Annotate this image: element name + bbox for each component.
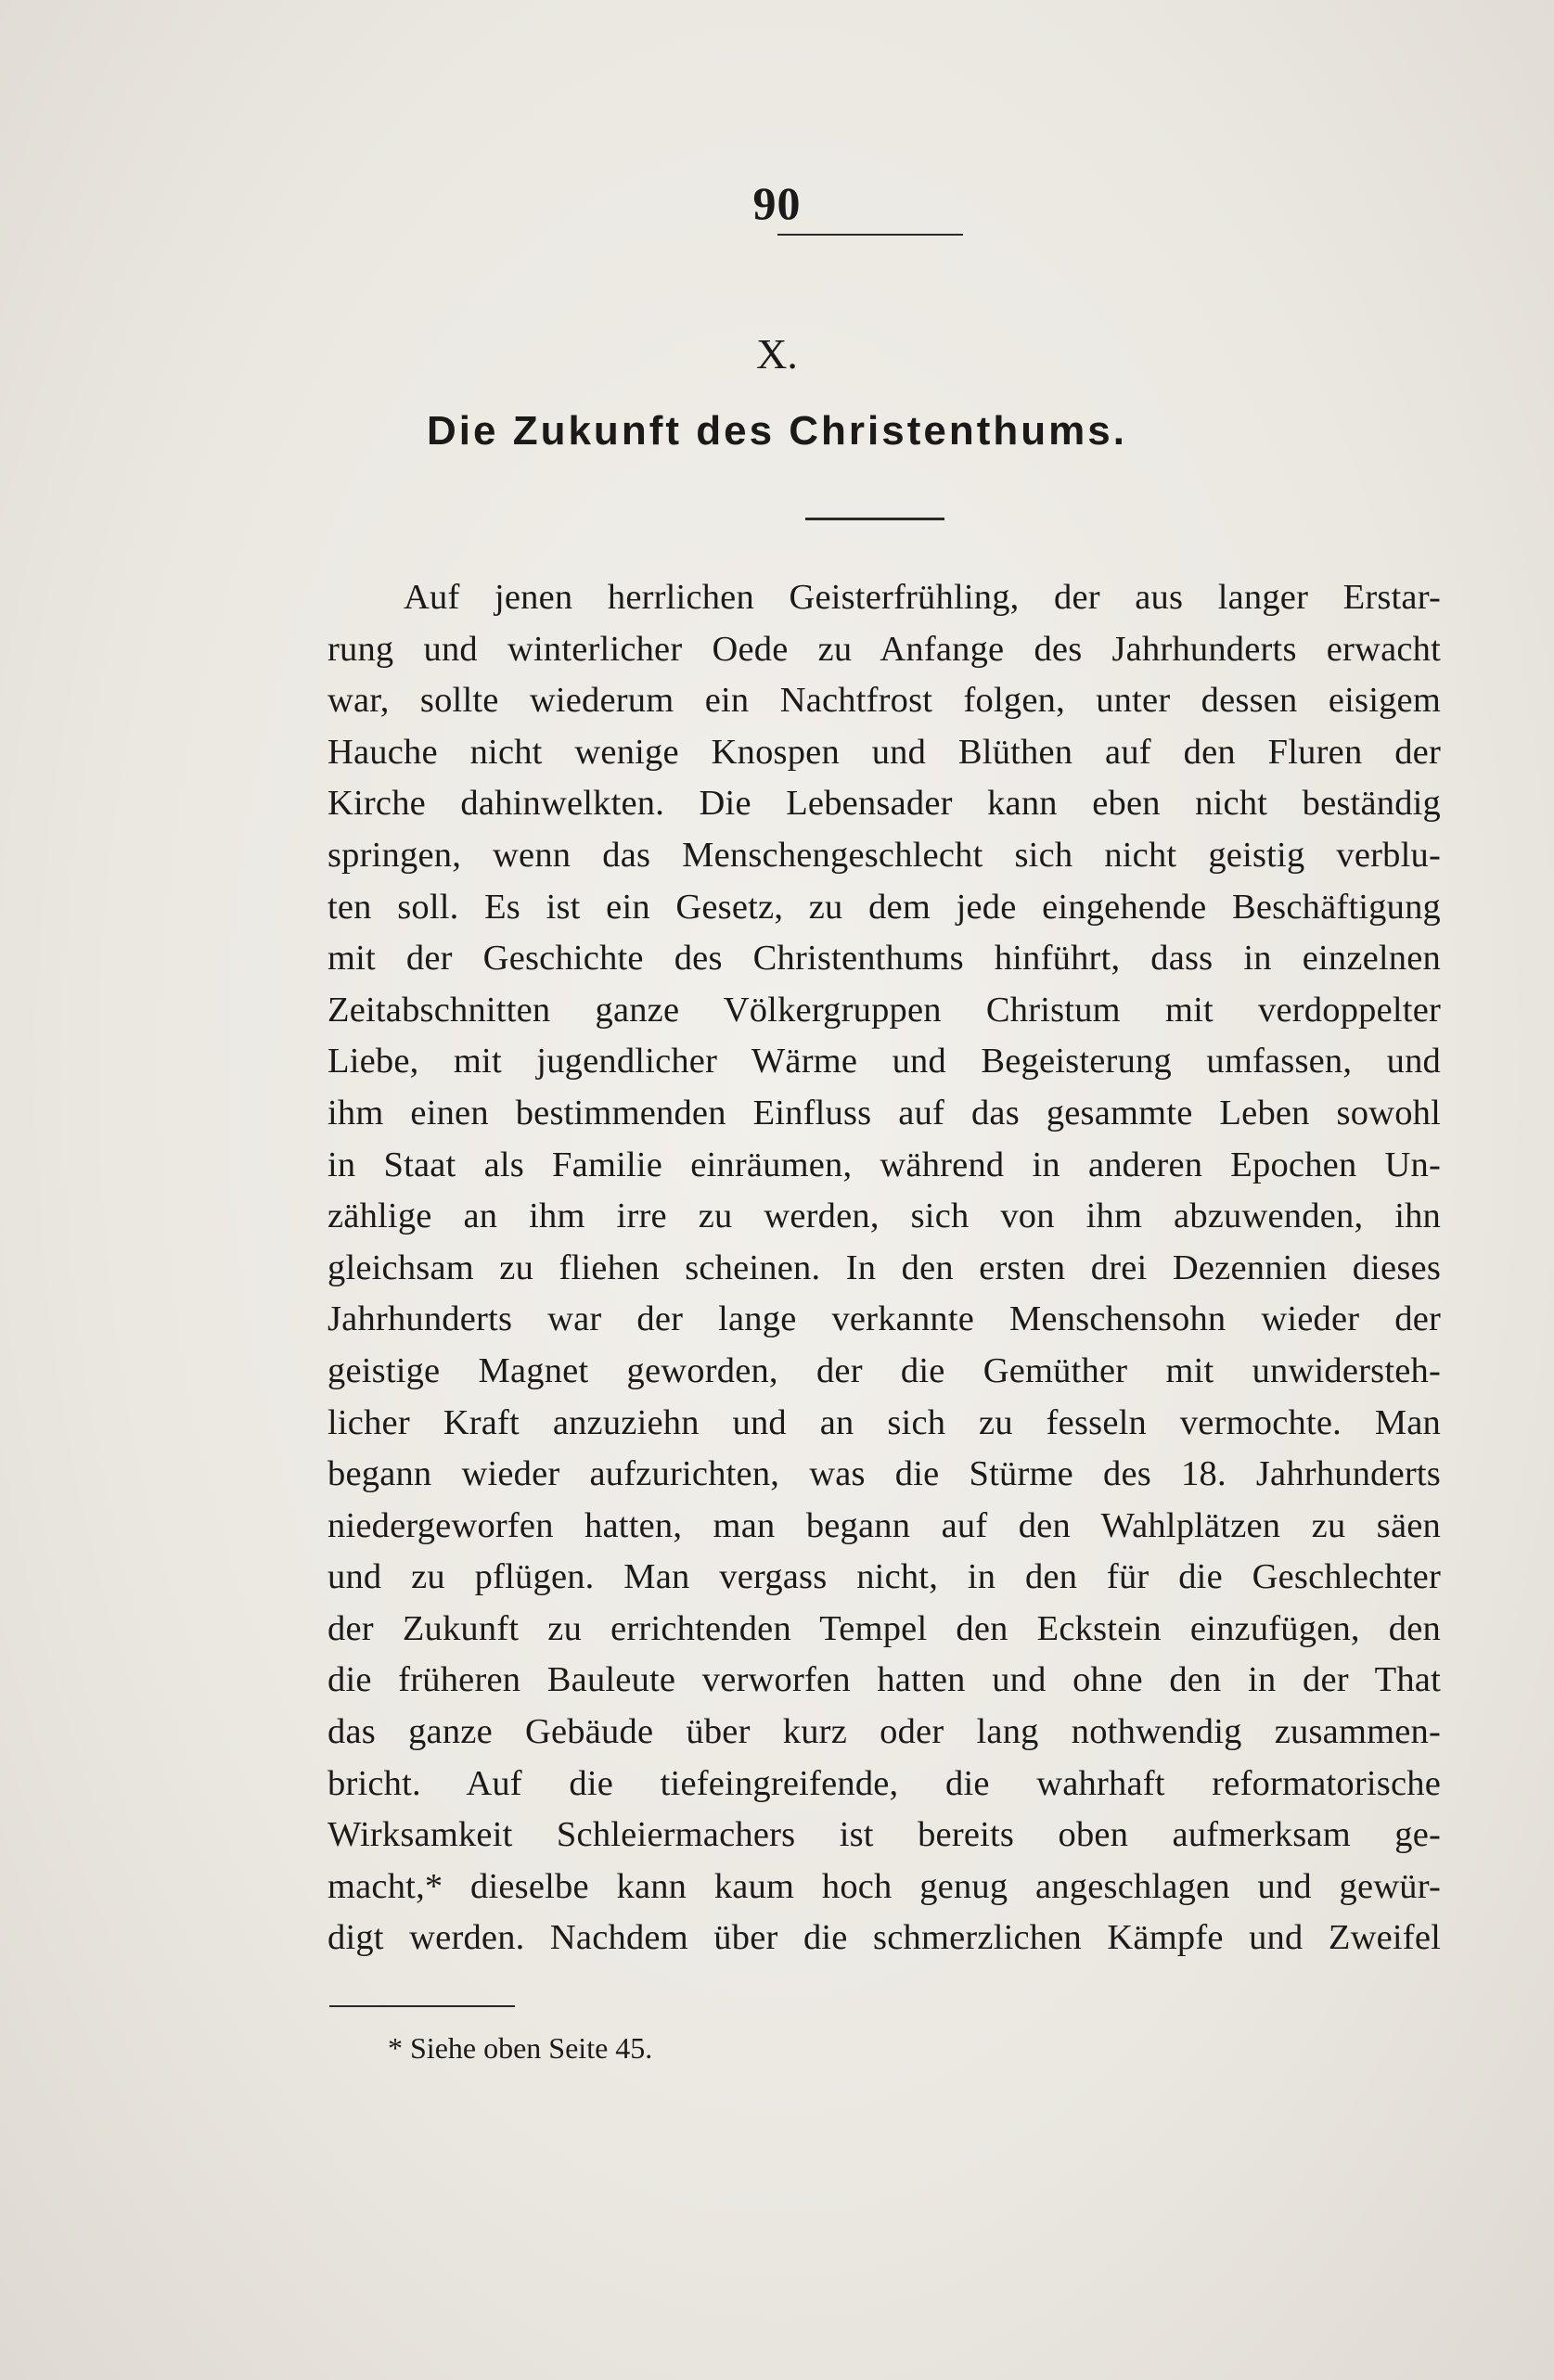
text-line: Wirksamkeit Schleiermachers ist bereits oben aufmerksam ge-	[327, 1815, 1441, 1855]
text-line: Zeitabschnitten ganze Völkergruppen Christum mit verdoppelter	[327, 990, 1441, 1030]
chapter-number: X.	[756, 330, 798, 377]
text-line: Hauche nicht wenige Knospen und Blüthen auf den Fluren der	[327, 732, 1441, 772]
text-line: in Staat als Familie einräumen, während in anderen Epochen Un-	[327, 1145, 1441, 1184]
text-line: digt werden. Nachdem über die schmerzlichen Kämpfe und Zweifel	[327, 1918, 1441, 1958]
body-text	[327, 572, 1441, 1964]
chapter-title: Die Zukunft des Christenthums.	[427, 408, 1127, 454]
page-number: 90	[752, 177, 802, 229]
text-line: macht,* dieselbe kann kaum hoch genug angeschlagen und gewür-	[327, 1866, 1441, 1906]
text-line: ihm einen bestimmenden Einfluss auf das gesammte Leben sowohl	[327, 1093, 1441, 1132]
text-line: springen, wenn das Menschengeschlecht sich nicht geistig verblu-	[327, 835, 1441, 875]
text-line: Jahrhunderts war der lange verkannte Menschensohn wieder der	[327, 1299, 1441, 1339]
text-line: gleichsam zu fliehen scheinen. In den ersten drei Dezennien dieses	[327, 1248, 1441, 1287]
footnote-rule	[329, 2005, 515, 2007]
text-line: die früheren Bauleute verworfen hatten und ohne den in der That	[327, 1660, 1441, 1700]
text-line: rung und winterlicher Oede zu Anfange des Jahrhunderts erwacht	[327, 629, 1441, 669]
text-line: ten soll. Es ist ein Gesetz, zu dem jede eingehende Beschäftigung	[327, 887, 1441, 927]
text-line: der Zukunft zu errichtenden Tempel den Eckstein einzufügen, den	[327, 1608, 1441, 1648]
title-rule	[805, 518, 944, 520]
text-line: das ganze Gebäude über kurz oder lang nothwendig zusammen-	[327, 1712, 1441, 1752]
footnote: * Siehe oben Seite 45.	[388, 2031, 653, 2065]
text-line: zählige an ihm irre zu werden, sich von ihm abzuwenden, ihn	[327, 1196, 1441, 1236]
text-line: niedergeworfen hatten, man begann auf den Wahlplätzen zu säen	[327, 1505, 1441, 1545]
header-rule	[777, 234, 963, 236]
text-line: Liebe, mit jugendlicher Wärme und Begeisterung umfassen, und	[327, 1042, 1441, 1081]
text-line: bricht. Auf die tiefeingreifende, die wahrhaft reformatorische	[327, 1763, 1441, 1803]
text-line: Kirche dahinwelkten. Die Lebensader kann eben nicht beständig	[327, 784, 1441, 824]
text-line: Auf jenen herrlichen Geisterfrühling, der aus langer Erstar-	[404, 578, 1441, 617]
text-line: und zu pflügen. Man vergass nicht, in den für die Geschlechter	[327, 1557, 1441, 1597]
text-line: geistige Magnet geworden, der die Gemüther mit unwidersteh-	[327, 1350, 1441, 1390]
text-line: begann wieder aufzurichten, was die Stürme des 18. Jahrhunderts	[327, 1454, 1441, 1494]
text-line: licher Kraft anzuziehn und an sich zu fesseln vermochte. Man	[327, 1402, 1441, 1442]
text-line: mit der Geschichte des Christenthums hinführt, dass in einzelnen	[327, 939, 1441, 979]
text-line: war, sollte wiederum ein Nachtfrost folgen, unter dessen eisigem	[327, 681, 1441, 721]
